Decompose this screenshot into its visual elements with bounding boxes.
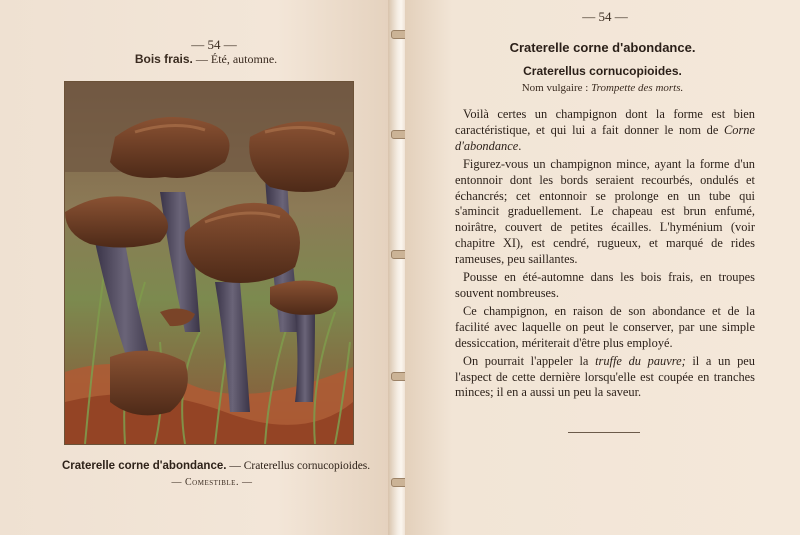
right-page xyxy=(405,0,800,535)
paragraph: Figurez-vous un champignon mince, ayant la forme d'un entonnoir dont les bords seraient recourbés, ondulés et échancrés; cet entonnoir se prolonge en un tube qui s'amincit graduellement. Le chapeau est brun enfumé, noirâtre, couvert de petites écailles. L'hyménium (voir chapitre XI), est cendré, rugueux, et marqué de rides rameuses, peu saillantes. xyxy=(455,156,755,267)
end-rule xyxy=(568,432,640,433)
caption-common-name: Craterelle corne d'abondance. xyxy=(62,460,227,472)
caption-latin-name: — Craterellus cornucopioides. xyxy=(226,460,371,472)
mushroom-illustration xyxy=(64,81,354,445)
paragraph: On pourrait l'appeler la truffe du pauvre; il a un peu l'aspect de cette dernière lorsqu'elle est coupée en tranches minces; il en a aussi un peu la saveur. xyxy=(455,353,755,400)
vernacular-value: Trompette des morts. xyxy=(591,82,684,94)
season-label: — Été, automne. xyxy=(192,52,278,66)
paragraph: Ce champignon, en raison de son abondance et de la facilité avec laquelle on peut le conserver, par une simple dessiccation, mériterait d'être plus employé. xyxy=(455,303,755,350)
mushroom-painting xyxy=(65,82,353,444)
plate-caption xyxy=(62,460,371,472)
right-page-number: — 54 — xyxy=(582,9,628,24)
vernacular-name xyxy=(405,82,800,94)
left-page-number: — 54 — xyxy=(191,37,237,52)
season-heading xyxy=(0,52,412,67)
description-text xyxy=(455,107,755,403)
vernacular-prefix: Nom vulgaire : xyxy=(521,82,592,94)
species-title: Craterelle corne d'abondance. xyxy=(509,40,696,55)
paragraph: Voilà certes un champignon dont la forme est bien caractéristique, et qui lui a fait donner le nom de Corne d'abondance. xyxy=(455,107,755,153)
habitat-label: Bois frais. xyxy=(134,52,193,66)
species-latin-name: Craterellus cornucopioides. xyxy=(523,64,682,78)
left-page xyxy=(0,0,395,535)
paragraph: Pousse en été-automne dans les bois frais, en troupes souvent nombreuses. xyxy=(455,270,755,300)
edibility-label: — Comestible. — xyxy=(171,477,253,488)
